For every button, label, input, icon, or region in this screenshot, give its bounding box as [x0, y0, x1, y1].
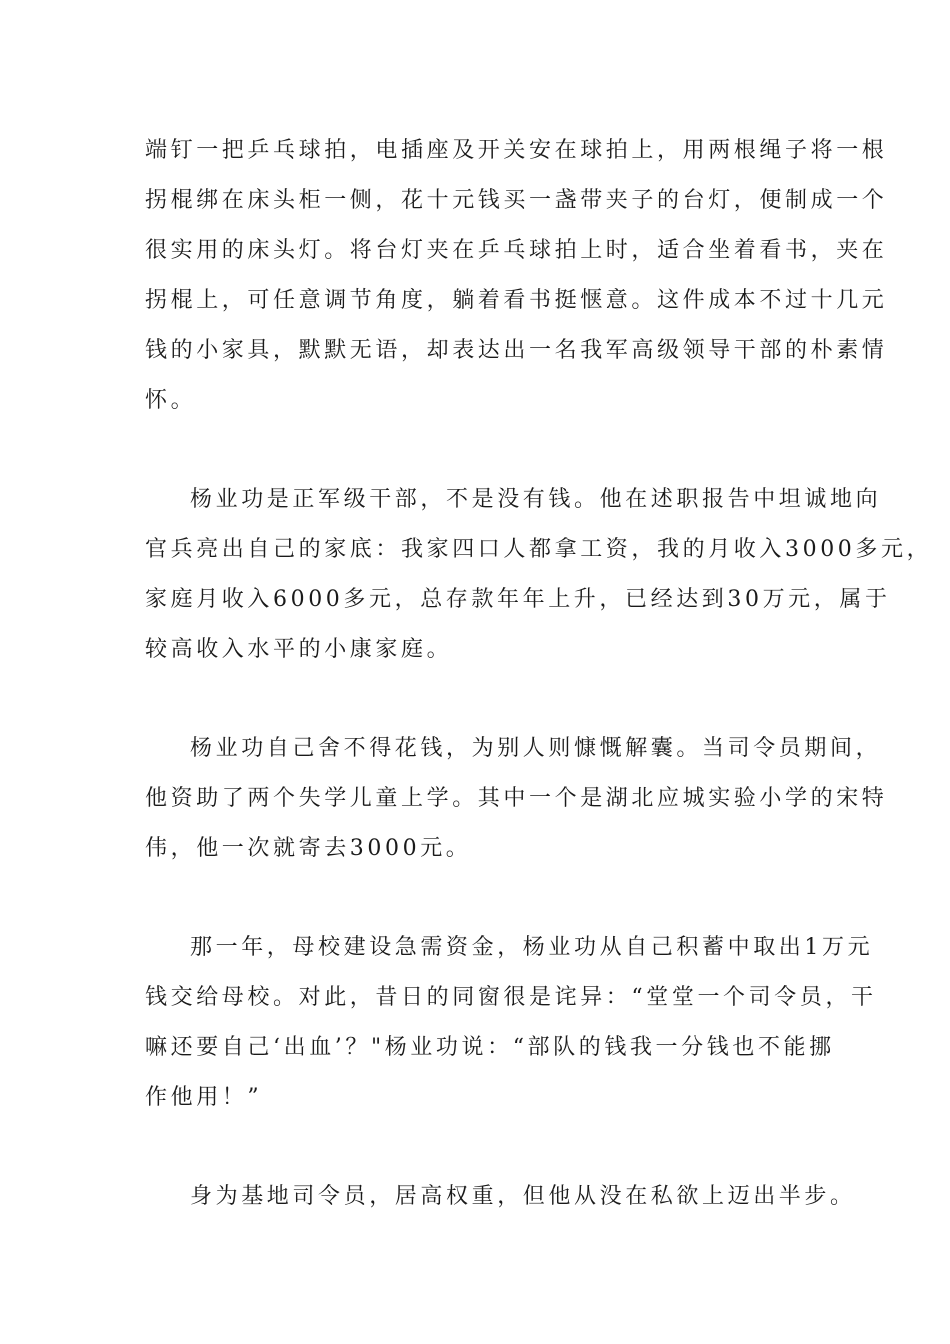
text-line: 杨业功是正军级干部，不是没有钱。他在述职报告中坦诚地向	[190, 487, 882, 512]
text-line: 拐棍绑在床头柜一侧，花十元钱买一盏带夹子的台灯，便制成一个	[145, 188, 888, 213]
text-line: 家庭月收入6000多元，总存款年年上升，已经达到30万元，属于	[145, 587, 891, 612]
text-line: 钱的小家具，默默无语，却表达出一名我军高级领导干部的朴素情	[145, 338, 888, 363]
text-line: 身为基地司令员，居高权重，但他从没在私欲上迈出半步。	[190, 1184, 856, 1209]
text-line: 怀。	[145, 388, 197, 413]
text-line: 钱交给母校。对此，昔日的同窗很是诧异：“堂堂一个司令员，干	[145, 985, 877, 1010]
text-line: 嘛还要自己‘出血’？"杨业功说：“部队的钱我一分钱也不能挪	[145, 1035, 835, 1060]
text-line: 端钉一把乒乓球拍，电插座及开关安在球拍上，用两根绳子将一根	[145, 138, 888, 163]
text-line: 很实用的床头灯。将台灯夹在乒乓球拍上时，适合坐着看书，夹在	[145, 238, 888, 263]
text-line: 拐棍上，可任意调节角度，躺着看书挺惬意。这件成本不过十几元	[145, 288, 888, 313]
text-line: 他资助了两个失学儿童上学。其中一个是湖北应城实验小学的宋特	[145, 786, 888, 811]
text-line: 伟，他一次就寄去3000元。	[145, 836, 472, 861]
text-line: 那一年，母校建设急需资金，杨业功从自己积蓄中取出1万元	[190, 935, 874, 960]
text-line: 较高收入水平的小康家庭。	[145, 637, 453, 662]
text-line: 作他用！”	[145, 1085, 263, 1110]
text-line: 官兵亮出自己的家底：我家四口人都拿工资，我的月收入3000多元，	[145, 537, 933, 562]
text-line: 杨业功自己舍不得花钱，为别人则慷慨解囊。当司令员期间，	[190, 736, 882, 761]
